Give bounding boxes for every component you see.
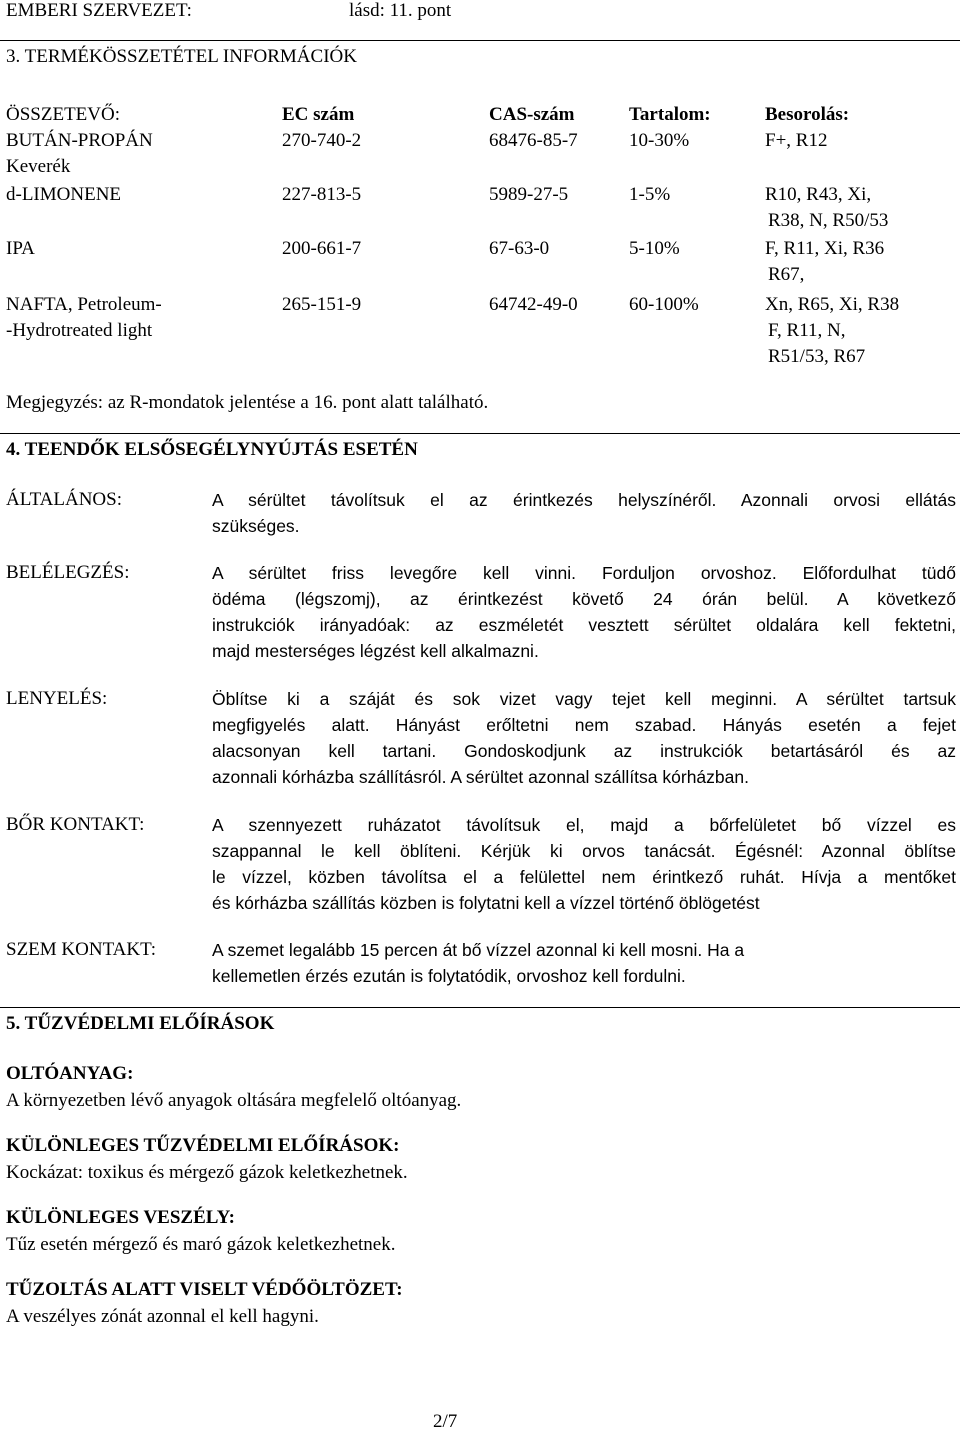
- col-header-component: ÖSSZETEVŐ:: [6, 104, 120, 125]
- row-class-line: R51/53, R67: [768, 346, 866, 367]
- fire-text-extinguisher: A környezetben lévő anyagok oltására megfelelő oltóanyag.: [6, 1090, 462, 1111]
- row-class: F+, R12: [765, 130, 828, 151]
- section3-title: 3. TERMÉKÖSSZETÉTEL INFORMÁCIÓK: [6, 46, 357, 67]
- row-name-line: NAFTA, Petroleum-: [6, 294, 162, 315]
- first-aid-label-ingestion: LENYELÉS:: [6, 688, 108, 709]
- row-class-line: R10, R43, Xi,: [765, 184, 872, 205]
- fire-text-special-hazard: Tűz esetén mérgező és maró gázok keletkezhetnek.: [6, 1234, 396, 1255]
- table-row: [6, 128, 153, 180]
- row-class-line: R38, N, R50/53: [768, 210, 889, 231]
- col-header-class: Besorolás:: [765, 104, 850, 125]
- first-aid-text-general: A sérültet távolítsuk el az érintkezés helyszínéről. Azonnali orvosi ellátás szükséges.: [212, 490, 956, 536]
- section5-title: 5. TŰZVÉDELMI ELŐÍRÁSOK: [6, 1013, 275, 1034]
- row-name-line: -Hydrotreated light: [6, 320, 153, 341]
- col-header-content: Tartalom:: [629, 104, 711, 125]
- col-header-cas: CAS-szám: [489, 104, 575, 125]
- first-aid-label-skin: BŐR KONTAKT:: [6, 814, 145, 835]
- row-class-line: Xn, R65, Xi, R38: [765, 294, 900, 315]
- header-value: lásd: 11. pont: [349, 0, 452, 21]
- row-cas: 68476-85-7: [489, 130, 578, 151]
- first-aid-label-inhalation: BELÉLEGZÉS:: [6, 562, 130, 583]
- row-cas: 64742-49-0: [489, 294, 578, 315]
- row-class: [765, 236, 884, 288]
- table-row: [6, 236, 35, 262]
- table-row: [6, 182, 121, 208]
- row-name-line: d-LIMONENE: [6, 184, 122, 205]
- row-ec: 227-813-5: [282, 184, 362, 205]
- row-content: 5-10%: [629, 238, 680, 259]
- row-cas: 5989-27-5: [489, 184, 569, 205]
- header-label: EMBERI SZERVEZET:: [6, 0, 192, 21]
- row-ec: 200-661-7: [282, 238, 362, 259]
- row-ec: 265-151-9: [282, 294, 362, 315]
- row-content: 10-30%: [629, 130, 690, 151]
- first-aid-label-eye: SZEM KONTAKT:: [6, 939, 157, 960]
- row-class-line: F, R11, Xi, R36: [765, 238, 885, 259]
- section4-divider: [0, 433, 960, 434]
- first-aid-text-eye: A szemet legalább 15 percen át bő vízzel azonnal ki kell mosni. Ha a kellemetlen érzés ezután is folytatódik, orvoshoz kell fordulni.: [212, 940, 745, 986]
- fire-heading-extinguisher: OLTÓANYAG:: [6, 1063, 134, 1084]
- fire-text-special-rules: Kockázat: toxikus és mérgező gázok keletkezhetnek.: [6, 1162, 408, 1183]
- row-name-line: BUTÁN-PROPÁN: [6, 130, 153, 151]
- row-name-line: IPA: [6, 238, 35, 259]
- row-class-line: R67,: [768, 264, 805, 285]
- first-aid-text-ingestion: Öblítse ki a száját és sok vizet vagy tejet kell meginni. A sérültet tartsuk megfigyelés alatt. Hányást erőltetni nem szabad. Hányás esetén a fejet alacsonyan kell tartani. Gondoskodjunk az instrukciók betartásáról és az azonnali kórházba szállításról. A sérültet azonnal szállítsa kórházban.: [212, 689, 956, 787]
- section4-title: 4. TEENDŐK ELSŐSEGÉLYNYÚJTÁS ESETÉN: [6, 439, 418, 460]
- header-line: [6, 0, 451, 24]
- row-name-line: Keverék: [6, 156, 71, 177]
- first-aid-label-general: ÁLTALÁNOS:: [6, 489, 123, 510]
- section3-note: Megjegyzés: az R-mondatok jelentése a 16. pont alatt található.: [6, 392, 489, 413]
- row-class: [765, 292, 899, 370]
- row-content: 1-5%: [629, 184, 671, 205]
- row-class: [765, 182, 888, 234]
- fire-text-protective-gear: A veszélyes zónát azonnal el kell hagyni.: [6, 1306, 319, 1327]
- row-content: 60-100%: [629, 294, 699, 315]
- row-cas: 67-63-0: [489, 238, 550, 259]
- section5-divider: [0, 1007, 960, 1008]
- col-header-ec: EC szám: [282, 104, 355, 125]
- section3-divider: [0, 40, 960, 41]
- row-ec: 270-740-2: [282, 130, 362, 151]
- first-aid-text-inhalation: A sérültet friss levegőre kell vinni. Forduljon orvoshoz. Előfordulhat tüdő ödéma (légszomj), az érintkezést követő 24 órán belül. A következő instrukciók irányadóak: az eszméletét vesztett sérültet oldalára kell fektetni, majd mesterséges légzést kell alkalmazni.: [212, 563, 956, 661]
- first-aid-text-skin: A szennyezett ruházatot távolítsuk el, majd a bőrfelületet bő vízzel es szappannal le kell öblíteni. Kérjük ki orvos tanácsát. Égésnél: Azonnal öblítse le vízzel, közben távolítsa el a felülettel nem érintkező ruhát. Hívja a mentőket és kórházba szállítás közben is folytatni kell a vízzel történő öblögetést: [212, 815, 956, 913]
- row-class-line: F, R11, N,: [768, 320, 846, 341]
- fire-heading-special-rules: KÜLÖNLEGES TŰZVÉDELMI ELŐÍRÁSOK:: [6, 1135, 400, 1156]
- page-number: 2/7: [433, 1411, 458, 1432]
- fire-heading-special-hazard: KÜLÖNLEGES VESZÉLY:: [6, 1207, 235, 1228]
- fire-heading-protective-gear: TŰZOLTÁS ALATT VISELT VÉDŐÖLTÖZET:: [6, 1279, 403, 1300]
- table-row: [6, 292, 162, 344]
